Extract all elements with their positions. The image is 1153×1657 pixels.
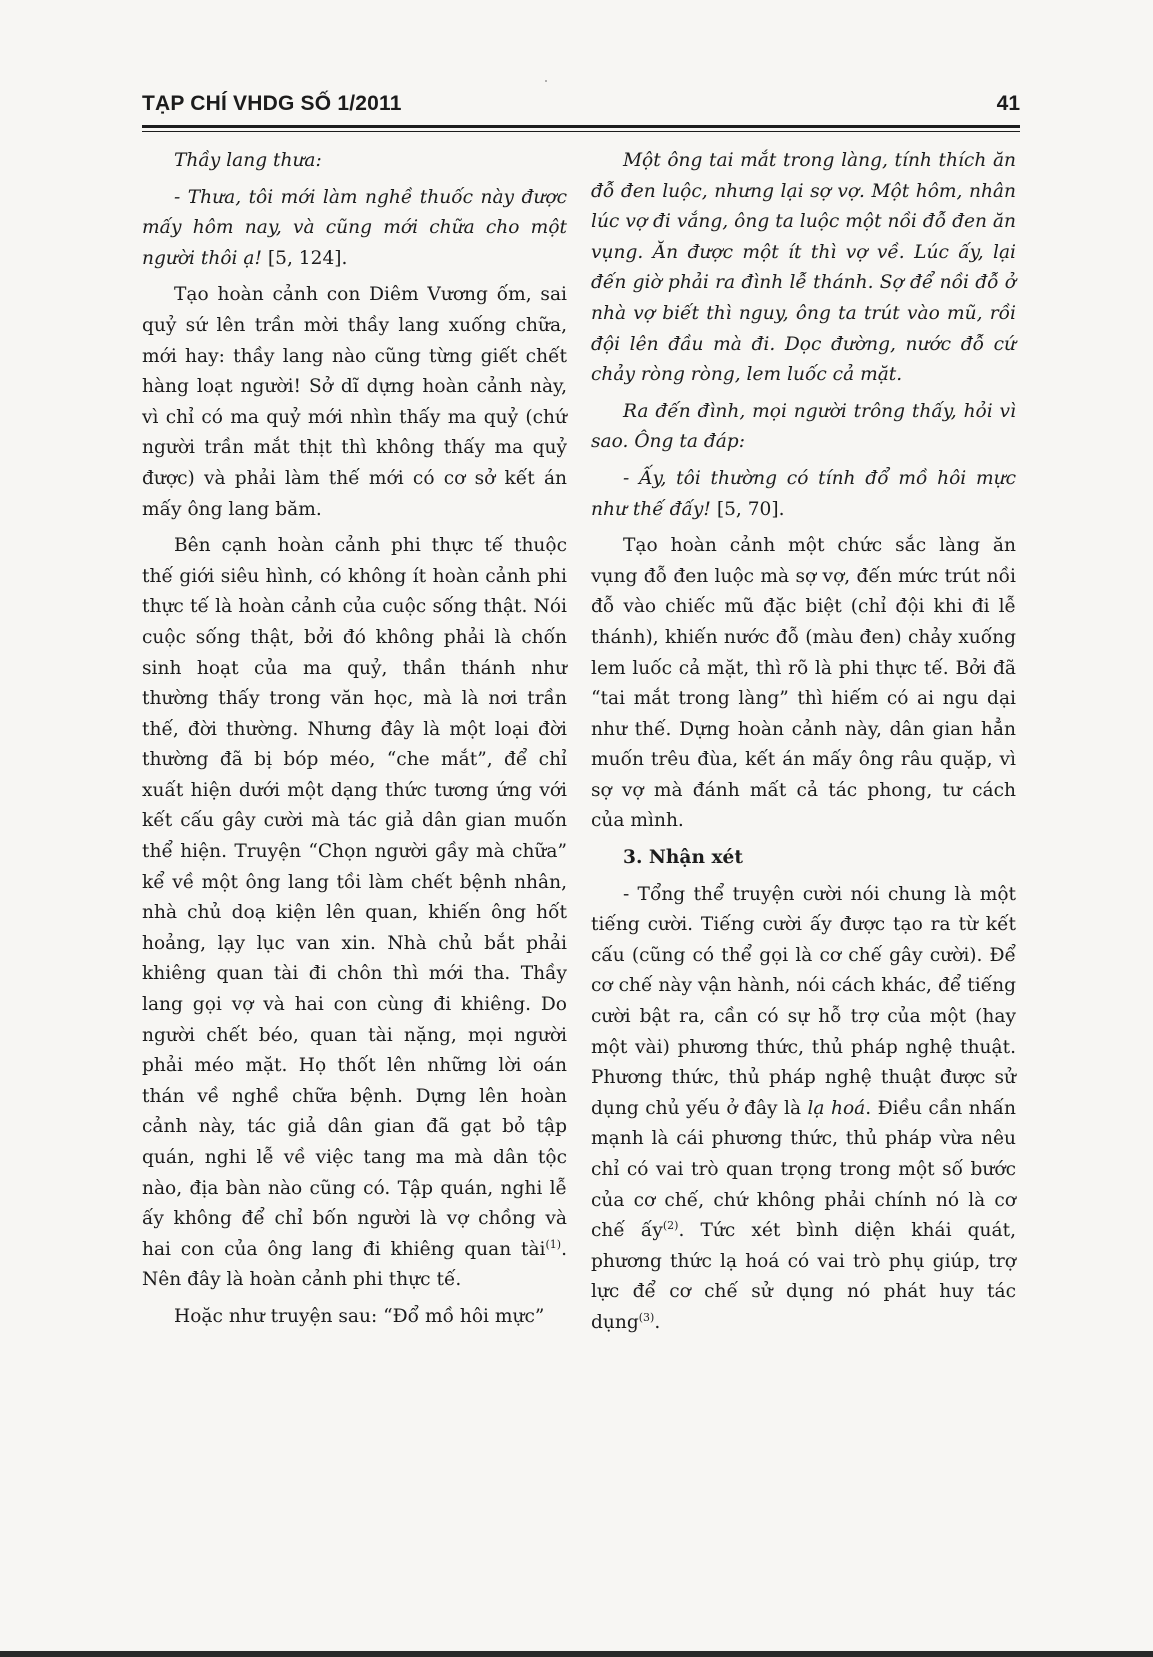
right-column (591, 146, 1016, 1345)
paragraph-text: Bên cạnh hoàn cảnh phi thực tế thuộc thế giới siêu hình, có không ít hoàn cảnh phi thực tế là hoàn cảnh của cuộc sống thật. Nói cuộc sống thật, bởi đó không phải là chốn sinh hoạt của ma quỷ, thần thánh như thường thấy trong văn học, mà là nơi trần thế, đời thường. Nhưng đây là một loại đời thường đã bị bóp méo, “che mắt”, để chỉ xuất hiện dưới một dạng thức tương ứng với kết cấu gây cười mà tác giả dân gian muốn thể hiện. Truyện “Chọn người gầy mà chữa” kể về một ông lang tồi làm chết bệnh nhân, nhà chủ doạ kiện lên quan, khiến ông hốt hoảng, lạy lục van xin. Nhà chủ bắt phải khiêng quan tài đi chôn thì mới tha. Thầy lang gọi vợ và hai con cùng đi khiêng. Do người chết béo, quan tài nặng, mọi người phải méo mặt. Họ thốt lên những lời oán thán về nghề chữa bệnh. Dựng lên hoàn cảnh này, tác giả dân gian đã gạt bỏ tập quán, nghi lễ về việc tang ma mà dân tộc nào, địa bàn nào cũng có. Tập quán, nghi lễ ấy không để chỉ bốn người là vợ chồng và hai con của ông lang đi khiêng quan tài (142, 535, 567, 1260)
header-rule-thick (142, 125, 1020, 128)
citation: [5, 124]. (261, 247, 348, 269)
paragraph-text: - Tổng thể truyện cười nói chung là một tiếng cười. Tiếng cười ấy được tạo ra từ kết cấu (cũng có thể gọi là cơ chế gây cười). Để cơ chế này vận hành, nói cách khác, để tiếng cười bật ra, cần có sự hỗ trợ của một (hay một vài) phương thức, thủ pháp nghệ thuật. Phương thức, thủ pháp nghệ thuật được sử dụng chủ yếu ở đây là (591, 883, 1016, 1119)
paragraph-text: . Điều cần nhấn mạnh là cái phương thức, thủ pháp vừa nêu chỉ có vai trò quan trọng trong một số bước của cơ chế, chứ không phải chính nó là cơ chế ấy (591, 1097, 1016, 1242)
story-text: Ra đến đình, mọi người trông thấy, hỏi vì sao. Ông ta đáp: (591, 400, 1016, 453)
scan-bottom-edge (0, 1651, 1153, 1657)
left-column (142, 146, 567, 1339)
journal-title: TẠP CHÍ VHDG SỐ 1/2011 (142, 92, 402, 115)
emphasis-term: lạ hoá (807, 1097, 866, 1119)
left-paragraph-5: Hoặc như truyện sau: “Đổ mồ hôi mực” (174, 1305, 545, 1327)
paragraph-text: . Tức xét bình diện khái quát, phương thức lạ hoá có vai trò phụ giúp, trợ lực để cơ chế sử dụng nó phát huy tác dụng (591, 1220, 1017, 1333)
left-paragraph-3: Tạo hoàn cảnh con Diêm Vương ốm, sai quỷ sứ lên trần mời thầy lang xuống chữa, mới hay: thầy lang nào cũng từng giết chết hàng loạt người! Sở dĩ dựng hoàn cảnh này, vì chỉ có ma quỷ mới nhìn thấy ma quỷ (chứ người trần mắt thịt thì không thấy ma quỷ được) và phải làm thế mới có cơ sở kết án mấy ông lang băm. (142, 284, 567, 520)
dialogue-quote: - Ấy, tôi thường có tính đổ mồ hôi mực như thế đấy! (591, 467, 1016, 520)
citation: [5, 70]. (710, 498, 785, 520)
right-paragraph-1 (591, 146, 1016, 391)
paragraph-text-end: . (654, 1311, 661, 1333)
header-rule-thin (142, 131, 1020, 132)
page-header (142, 92, 1020, 126)
footnote-marker-2: (2) (662, 1219, 679, 1232)
left-paragraph-1 (142, 146, 567, 177)
footnote-marker-3: (3) (638, 1310, 655, 1324)
right-paragraph-3 (591, 464, 1016, 525)
left-paragraph-2 (142, 183, 567, 275)
right-paragraph-5 (591, 880, 1016, 1339)
section-heading: 3. Nhận xét (623, 847, 743, 869)
paragraph-text-end: . Nên đây là hoàn cảnh phi thực tế. (142, 1238, 567, 1291)
scan-speck (545, 80, 547, 82)
dialogue-quote: - Thưa, tôi mới làm nghề thuốc này được mấy hôm nay, và cũng mới chữa cho một người thôi ạ! (142, 186, 567, 269)
dialogue-intro: Thầy lang thưa: (174, 150, 322, 171)
footnote-marker-1: (1) (545, 1237, 562, 1251)
left-paragraph-4 (142, 531, 567, 1296)
page-number: 41 (996, 92, 1020, 115)
right-paragraph-2 (591, 397, 1016, 458)
story-text: Một ông tai mắt trong làng, tính thích ăn đỗ đen luộc, nhưng lại sợ vợ. Một hôm, nhân lúc vợ đi vắng, ông ta luộc một nồi đỗ đen ăn vụng. Ăn được một ít thì vợ về. Lúc ấy, lại đến giờ phải ra đình lễ thánh. Sợ để nồi đỗ ở nhà vợ biết thì nguy, ông ta trút vào mũ, rồi đội lên đầu mà đi. Dọc đường, nước đỗ cứ chảy ròng ròng, lem luốc cả mặt. (591, 150, 1016, 386)
right-paragraph-4: Tạo hoàn cảnh một chức sắc làng ăn vụng đỗ đen luộc mà sợ vợ, đến mức trút nồi đỗ vào chiếc mũ đặc biệt (chỉ đội khi đi lễ thánh), khiến nước đỗ (màu đen) chảy xuống lem luốc cả mặt, thì rõ là phi thực tế. Bởi đã “tai mắt trong làng” thì hiếm có ai ngu dại như thế. Dựng hoàn cảnh này, dân gian hẳn muốn trêu đùa, kết án mấy ông râu quặp, vì sợ vợ mà đánh mất cả tác phong, tư cách của mình. (591, 535, 1016, 832)
